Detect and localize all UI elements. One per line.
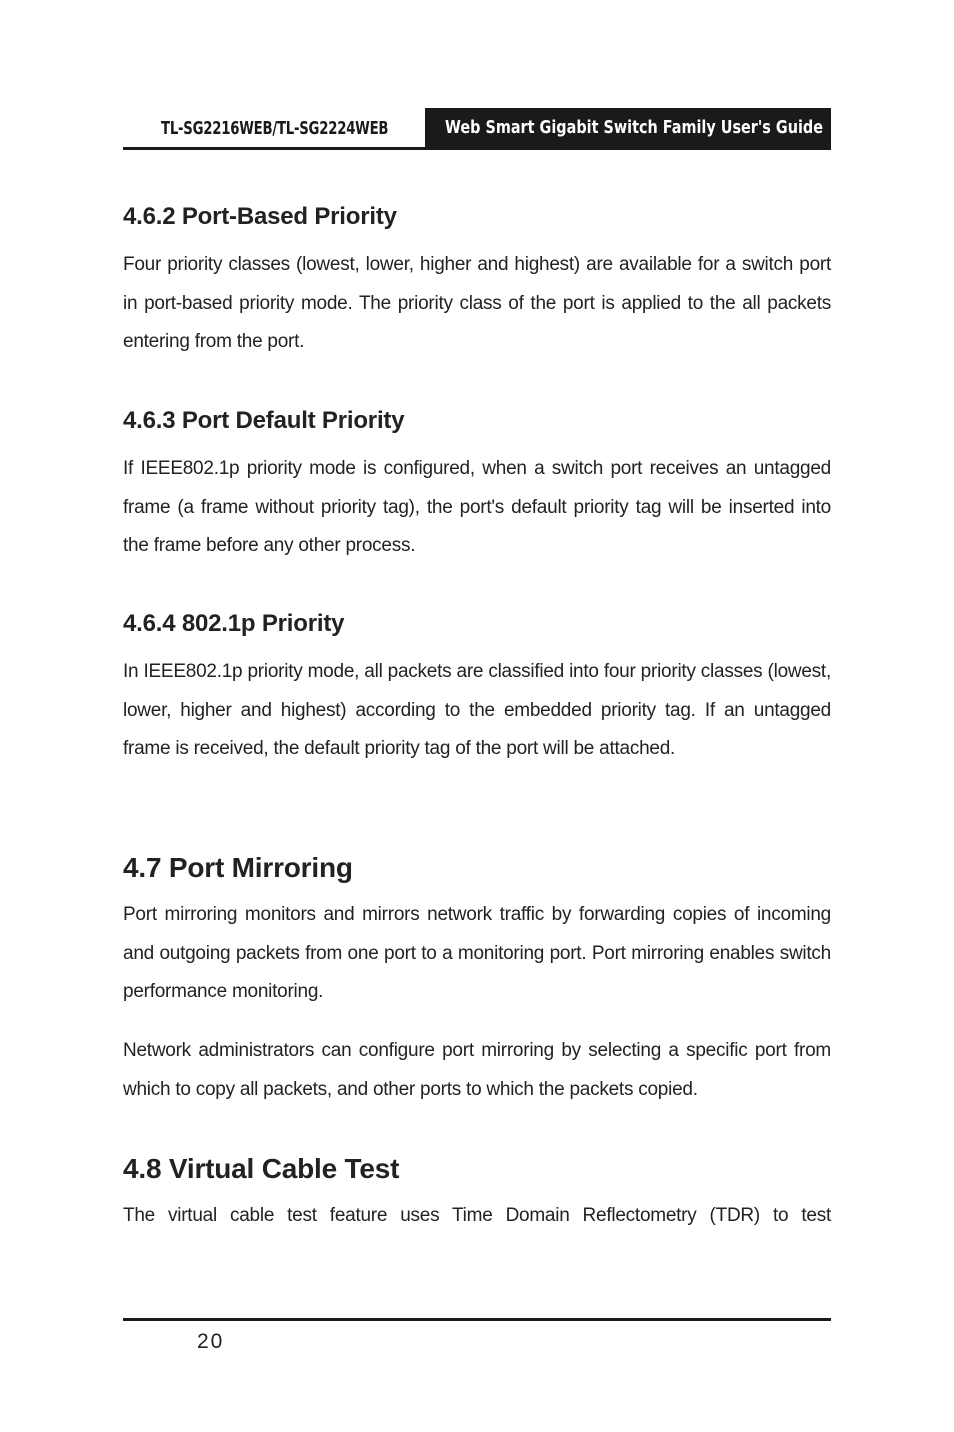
section-heading-4-6-4: 4.6.4 802.1p Priority <box>123 610 345 637</box>
page-number: 20 <box>197 1330 225 1353</box>
footer-rule <box>123 1318 831 1321</box>
section-heading-4-8: 4.8 Virtual Cable Test <box>123 1153 400 1184</box>
page-header <box>123 108 831 150</box>
section-paragraph: In IEEE802.1p priority mode, all packets are classified into four priority classes (lowest, lower, higher and highest) according to the embedded priority tag. If an untagged frame is received, the default priority tag of the port will be attached. <box>123 661 831 759</box>
section-paragraph: Port mirroring monitors and mirrors network traffic by forwarding copies of incoming and outgoing packets from one port to a monitoring port. Port mirroring enables switch performance monitoring. <box>123 904 831 1002</box>
section-paragraph: The virtual cable test feature uses Time Domain Reflectometry (TDR) to test <box>123 1205 831 1226</box>
section-heading-4-7: 4.7 Port Mirroring <box>123 852 353 883</box>
section-paragraph: Four priority classes (lowest, lower, higher and highest) are available for a switch port in port-based priority mode. The priority class of the port is applied to the all packets entering from the port. <box>123 254 831 352</box>
model-name: TL-SG2216WEB/TL-SG2224WEB <box>161 118 389 139</box>
section-paragraph: Network administrators can configure port mirroring by selecting a specific port from which to copy all packets, and other ports to which the packets copied. <box>123 1040 831 1100</box>
guide-title: Web Smart Gigabit Switch Family User's Guide <box>445 117 823 138</box>
guide-title-banner <box>425 108 831 147</box>
section-heading-4-6-3: 4.6.3 Port Default Priority <box>123 407 405 434</box>
section-paragraph: If IEEE802.1p priority mode is configured, when a switch port receives an untagged frame (a frame without priority tag), the port's default priority tag will be inserted into the frame before any other process. <box>123 458 831 556</box>
section-heading-4-6-2: 4.6.2 Port-Based Priority <box>123 203 397 230</box>
